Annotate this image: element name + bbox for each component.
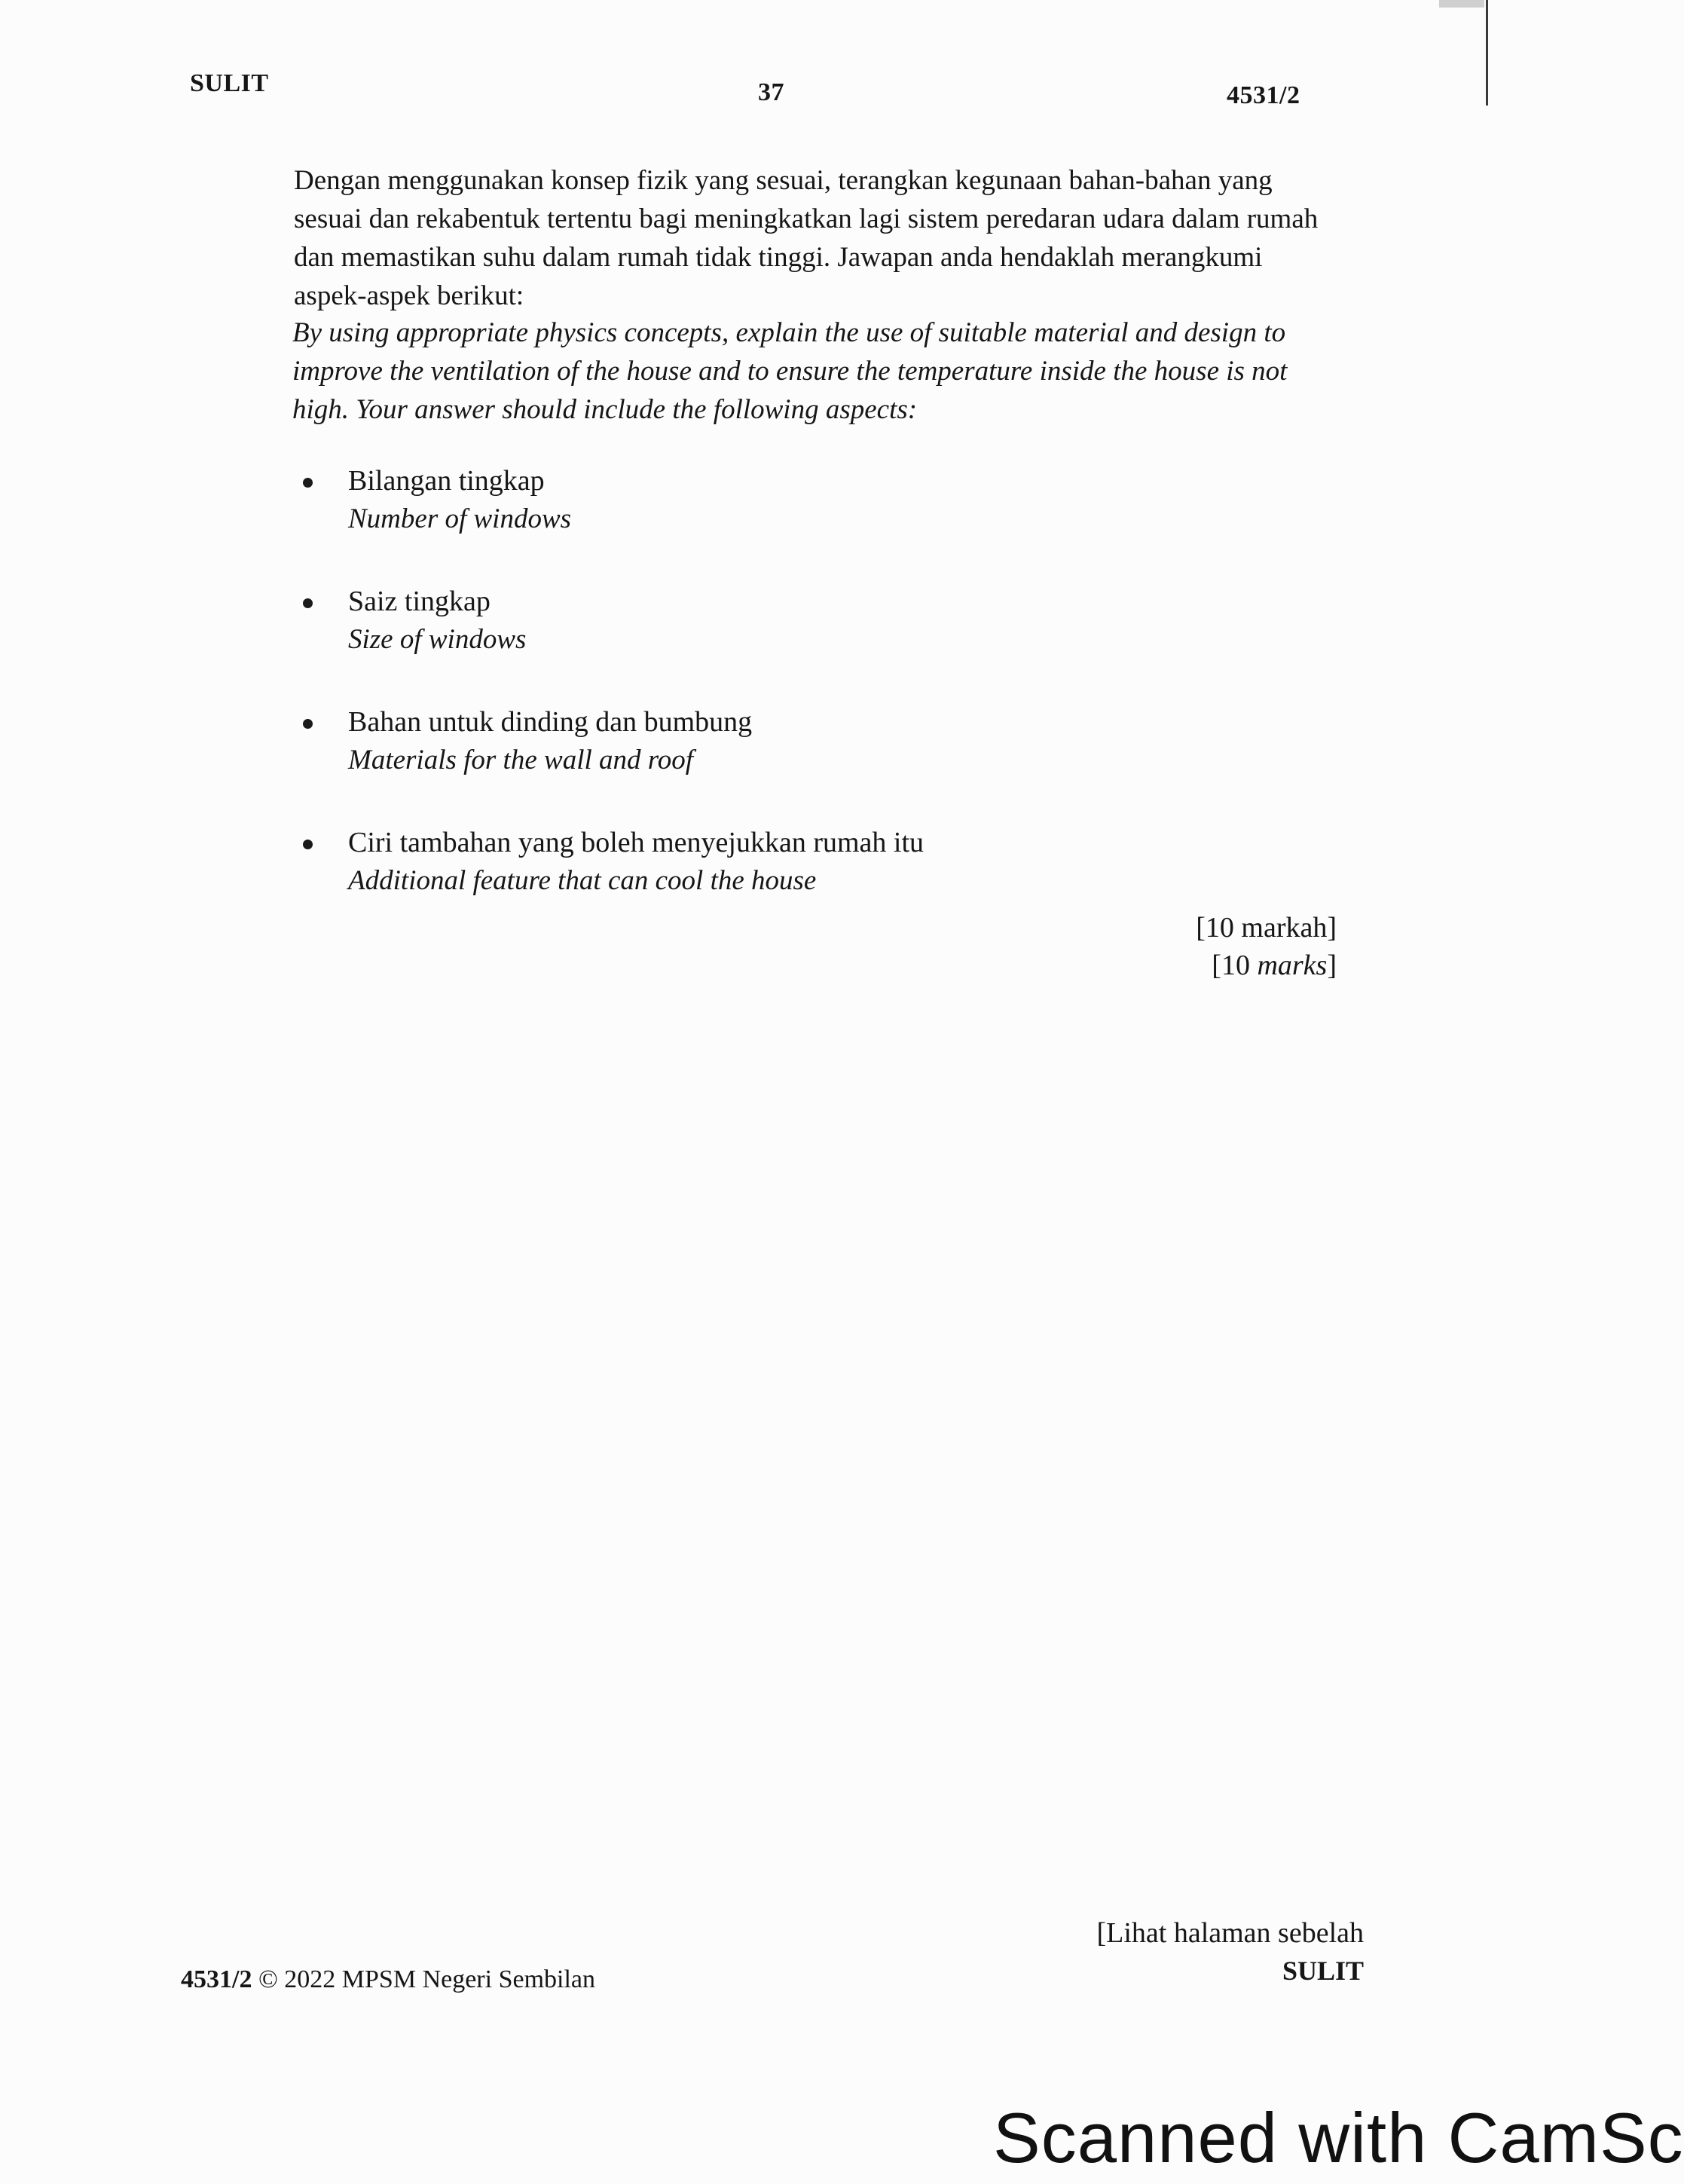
header-page-number: 37 <box>758 78 784 106</box>
aspect-malay: Bahan untuk dinding dan bumbung <box>348 706 753 738</box>
list-item <box>298 461 1052 538</box>
question-english-text: By using appropriate physics concepts, explain the use of suitable material and design to improve the ventilation of the house and to ensure the temperature inside the house is not high. Your answer should include the following aspects: <box>292 317 1288 425</box>
list-item <box>298 702 1052 779</box>
marks-malay: [10 markah] <box>1196 912 1337 944</box>
list-item <box>298 823 1052 900</box>
footer-copyright <box>181 1965 595 1994</box>
marks-allocation <box>1196 909 1337 984</box>
marks-english-close: ] <box>1327 950 1337 981</box>
marks-english-open: [10 <box>1212 950 1258 981</box>
header-paper-code: 4531/2 <box>1227 81 1300 109</box>
bullet-icon <box>303 719 313 729</box>
marks-english <box>1196 947 1337 984</box>
bullet-icon <box>303 478 313 488</box>
footer-next-page <box>1096 1914 1364 1990</box>
footer-copyright-text: © 2022 MPSM Negeri Sembilan <box>258 1965 595 1993</box>
aspect-english: Size of windows <box>348 624 527 655</box>
bullet-icon <box>303 840 313 849</box>
aspect-malay: Bilangan tingkap <box>348 465 545 497</box>
see-next-page-text: [Lihat halaman sebelah <box>1096 1917 1364 1949</box>
scan-watermark: Scanned with CamSc <box>993 2098 1684 2177</box>
aspect-malay: Ciri tambahan yang boleh menyejukkan rumah itu <box>348 827 925 858</box>
aspect-english: Materials for the wall and roof <box>348 745 694 775</box>
aspect-malay: Saiz tingkap <box>348 586 491 617</box>
question-malay-text: Dengan menggunakan konsep fizik yang sesuai, terangkan kegunaan bahan-bahan yang sesuai dan rekabentuk tertentu bagi meningkatkan lagi sistem peredaran udara dalam rumah dan memastikan suhu dalam rumah tidak tinggi. Jawapan anda hendaklah merangkumi aspek-aspek berikut: <box>294 165 1319 311</box>
header-classification: SULIT <box>190 69 269 97</box>
footer-classification: SULIT <box>1282 1956 1364 1986</box>
marks-english-word: marks <box>1257 950 1328 981</box>
aspect-list <box>298 461 1052 944</box>
page-edge-smudge <box>1439 0 1484 8</box>
page-edge-line <box>1486 0 1488 106</box>
list-item <box>298 582 1052 659</box>
footer-paper-code: 4531/2 <box>181 1965 252 1993</box>
aspect-english: Additional feature that can cool the house <box>348 865 817 896</box>
aspect-english: Number of windows <box>348 503 572 534</box>
bullet-icon <box>303 598 313 608</box>
